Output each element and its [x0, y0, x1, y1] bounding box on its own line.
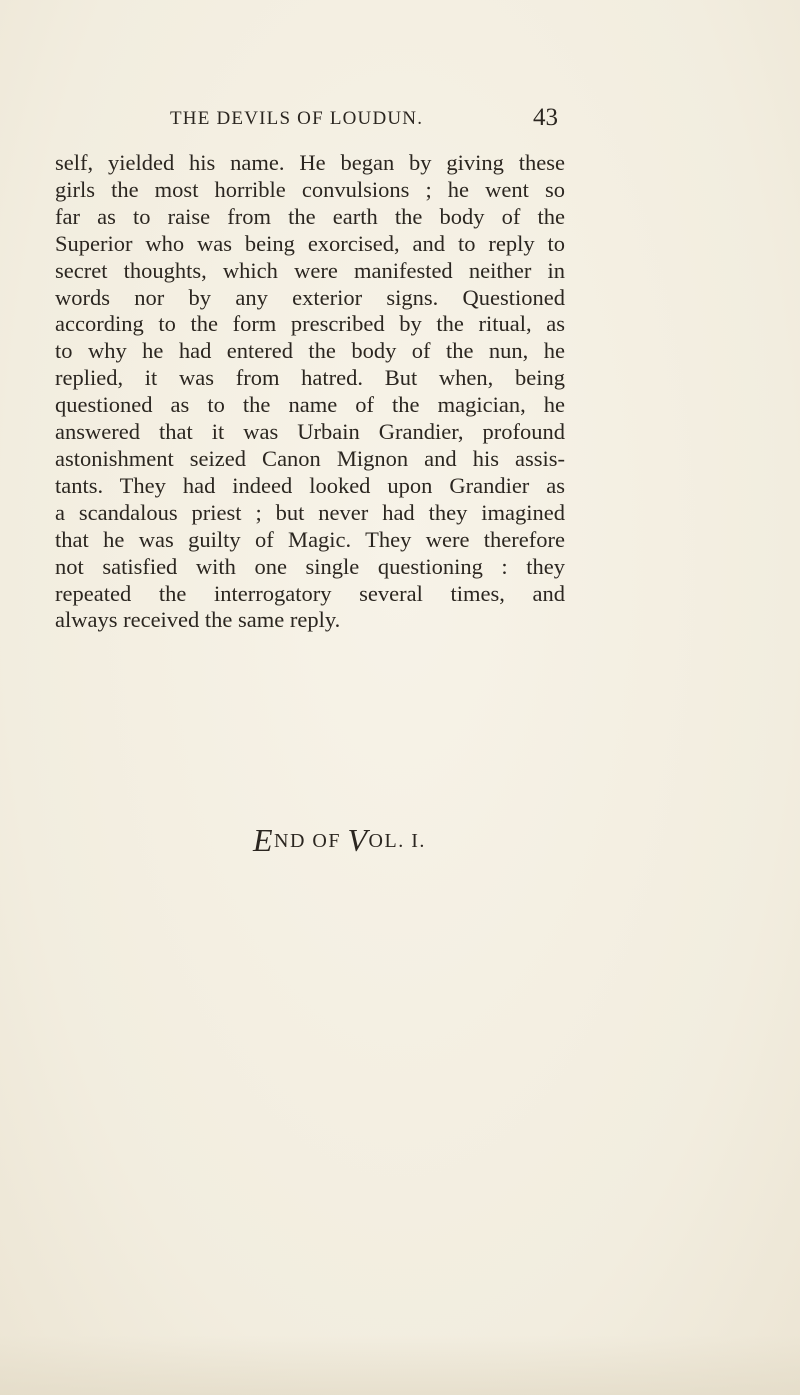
text-line: far as to raise from the earth the body of the — [55, 203, 565, 229]
colophon-initial-e: E — [253, 822, 275, 858]
text-line: a scandalous priest ; but never had they imagined — [55, 499, 565, 525]
text-line: according to the form prescribed by the ritual, as — [55, 311, 565, 337]
text-line: girls the most horrible convulsions ; he went so — [55, 176, 565, 202]
text-line: tants. They had indeed looked upon Grandier as — [55, 472, 565, 498]
text-line: Superior who was being exorcised, and to reply to — [55, 230, 565, 256]
colophon-text-vol: OL. I. — [368, 830, 426, 852]
text-line: questioned as to the name of the magician, he — [55, 392, 565, 418]
page-bottom-shading — [0, 1335, 800, 1395]
colophon-initial-v: V — [347, 822, 369, 858]
text-line: astonishment seized Canon Mignon and his assis- — [55, 445, 565, 471]
running-title: THE DEVILS OF LOUDUN. — [170, 108, 424, 129]
body-paragraph — [55, 150, 565, 634]
text-line: replied, it was from hatred. But when, being — [55, 365, 565, 391]
colophon-text-end: ND OF — [274, 830, 348, 852]
text-line: always received the same reply. — [55, 607, 341, 633]
text-line: self, yielded his name. He began by giving these — [55, 150, 565, 175]
page-number: 43 — [533, 104, 558, 131]
text-line: that he was guilty of Magic. They were therefore — [55, 526, 565, 552]
text-line: to why he had entered the body of the nun, he — [55, 338, 565, 364]
text-line: words nor by any exterior signs. Questioned — [55, 284, 565, 310]
text-line: answered that it was Urbain Grandier, profound — [55, 419, 565, 445]
text-line: secret thoughts, which were manifested neither in — [55, 257, 565, 283]
text-line: not satisfied with one single questioning : they — [55, 553, 565, 579]
end-of-volume-colophon — [253, 822, 426, 859]
text-line: repeated the interrogatory several times, and — [55, 580, 565, 606]
